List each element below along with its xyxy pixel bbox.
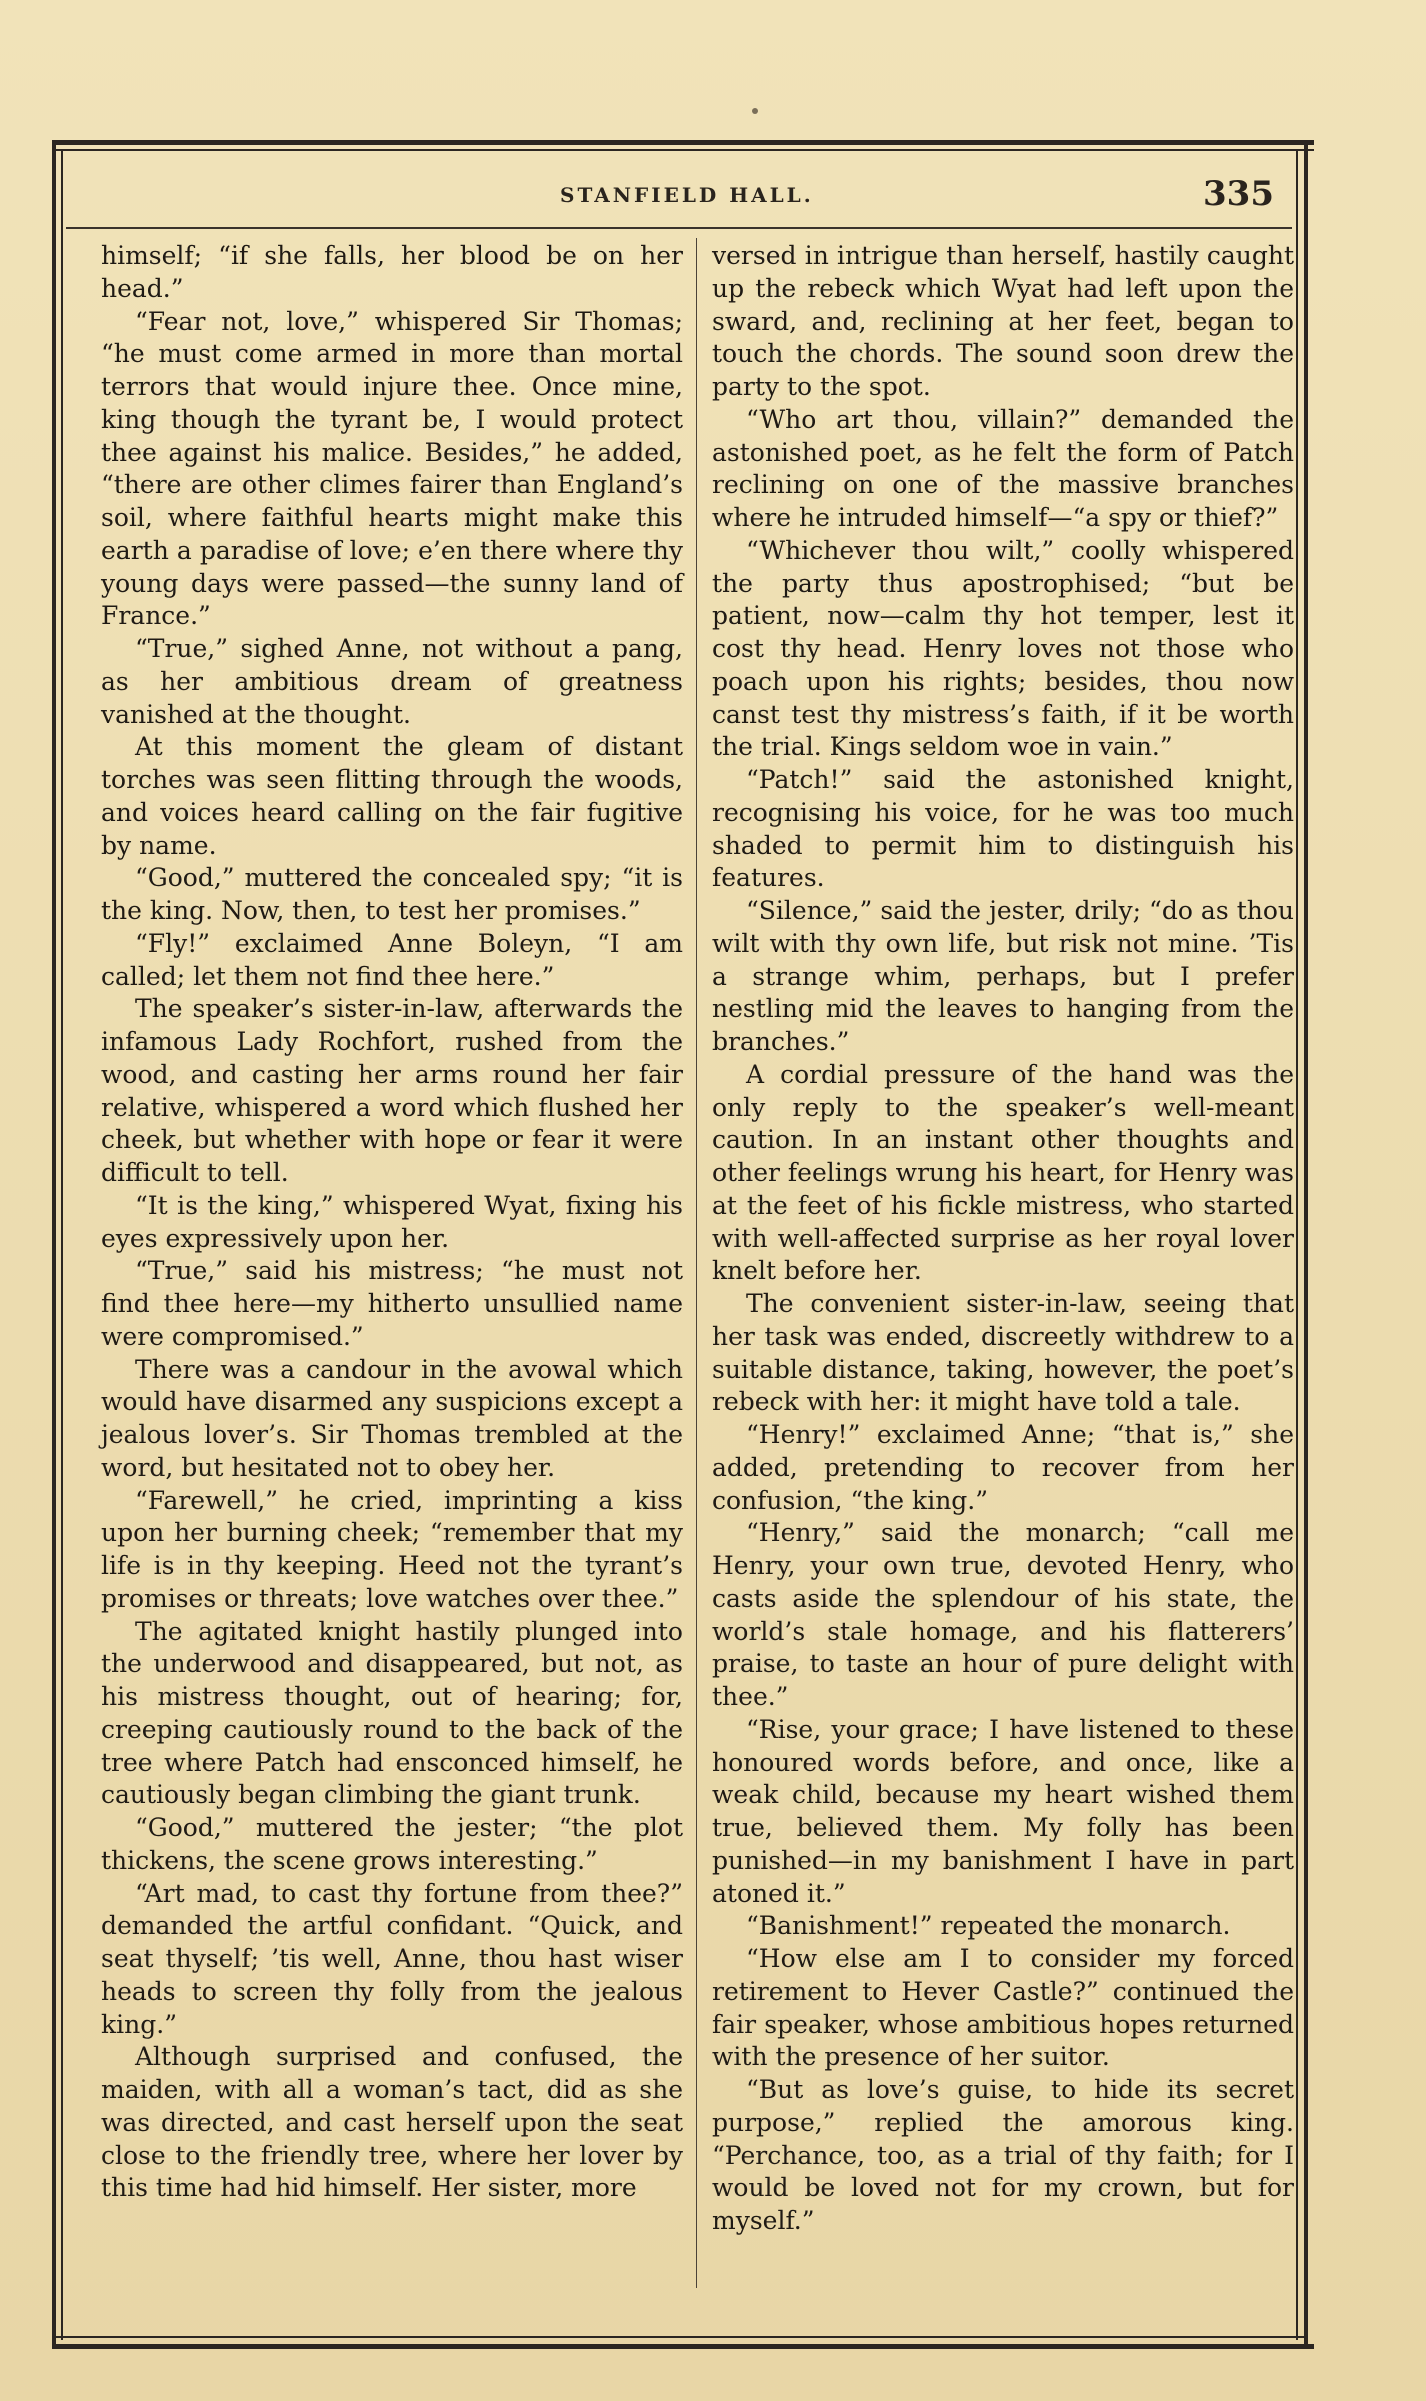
paragraph: “Henry,” said the monarch; “call me Henry, your own true, devoted Henry, who casts aside the splendour of his state, the world’s stale homage, and his flatterers’ praise, to taste an hour of pure delight with thee.” <box>712 1518 1294 1711</box>
page-number: 335 <box>1203 174 1274 214</box>
paragraph: “Fear not, love,” whispered Sir Thomas; “he must come armed in more than mortal terrors that would injure thee. Once mine, king though the tyrant be, I would protect thee against his malice. Besides,” he added, “there are other climes fairer than England’s soil, where faithful hearts might make this earth a paradise of love; e’en there where thy young days were passed—the sunny land of France.” <box>101 306 683 631</box>
paragraph: “True,” sighed Anne, not without a pang, as her ambitious dream of greatness vanished at the thought. <box>101 634 683 729</box>
frame-right-inner-rule <box>1296 150 1298 2340</box>
paragraph: himself; “if she falls, her blood be on her head.” <box>101 241 683 303</box>
frame-left-rule <box>52 140 56 2348</box>
paragraph: “Henry!” exclaimed Anne; “that is,” she added, pretending to recover from her confusion, “the king.” <box>712 1420 1294 1515</box>
paragraph: versed in intrigue than herself, hastily caught up the rebeck which Wyat had left upon the sward, and, reclining at her feet, began to touch the chords. The sound soon drew the party to the spot. <box>712 241 1294 401</box>
paragraph: “True,” said his mistress; “he must not find thee here—my hitherto unsullied name were compromised.” <box>101 1256 683 1351</box>
paragraph: “Rise, your grace; I have listened to these honoured words before, and once, like a weak child, because my heart wished them true, believed them. My folly has been punished—in my banishment I have in part atoned it.” <box>712 1714 1294 1908</box>
frame-right-rule <box>1304 140 1308 2348</box>
paragraph: “Good,” muttered the concealed spy; “it is the king. Now, then, to test her promises.” <box>101 863 683 925</box>
paragraph: At this moment the gleam of distant torches was seen flitting through the woods, and voices heard calling on the fair fugitive by name. <box>101 732 683 860</box>
paragraph: “Silence,” said the jester, drily; “do as thou wilt with thy own life, but risk not mine. ’Tis a strange whim, perhaps, but I prefer nestling mid the leaves to hanging from the branches.” <box>712 896 1294 1056</box>
paragraph: “Who art thou, villain?” demanded the astonished poet, as he felt the form of Patch reclining on one of the massive branches where he intruded himself—“a spy or thief?” <box>712 404 1294 532</box>
frame-bottom-inner-rule <box>52 2336 1308 2338</box>
column-divider <box>696 238 697 2288</box>
paragraph: A cordial pressure of the hand was the only reply to the speaker’s well-meant caution. In an instant other thoughts and other feelings wrung his heart, for Henry was at the feet of his fickle mistress, who started with well-affected surprise as her royal lover knelt before her. <box>712 1059 1294 1286</box>
paragraph: The convenient sister-in-law, seeing that her task was ended, discreetly withdrew to a suitable distance, taking, however, the poet’s rebeck with her: it might have told a tale. <box>712 1289 1294 1417</box>
paragraph: “Patch!” said the astonished knight, recognising his voice, for he was too much shaded to permit him to distinguish his features. <box>712 765 1294 893</box>
paragraph: “Banishment!” repeated the monarch. <box>746 1911 1231 1941</box>
paragraph: “How else am I to consider my forced retirement to Hever Castle?” continued the fair speaker, whose ambitious hopes returned with the presence of her suitor. <box>712 1944 1294 2072</box>
paragraph: Although surprised and confused, the maiden, with all a woman’s tact, did as she was directed, and cast herself upon the seat close to the friendly tree, where her lover by this time had hid himself. Her sister, more <box>101 2042 683 2203</box>
right-column <box>712 240 1294 2238</box>
paragraph: “It is the king,” whispered Wyat, fixing his eyes expressively upon her. <box>101 1190 683 1253</box>
paragraph: “But as love’s guise, to hide its secret purpose,” replied the amorous king. “Perchance, too, as a trial of thy faith; for I would be loved not for my crown, but for myself.” <box>712 2075 1294 2235</box>
frame-top-rule <box>52 140 1314 145</box>
ink-speck <box>752 108 758 114</box>
paragraph: There was a candour in the avowal which would have disarmed any suspicions except a jealous lover’s. Sir Thomas trembled at the word, but hesitated not to obey her. <box>101 1354 683 1482</box>
paragraph: The speaker’s sister-in-law, afterwards the infamous Lady Rochfort, rushed from the wood, and casting her arms round her fair relative, whispered a word which flushed her cheek, but whether with hope or fear it were difficult to tell. <box>101 994 683 1187</box>
paragraph: “Good,” muttered the jester; “the plot thickens, the scene grows interesting.” <box>101 1813 683 1875</box>
paragraph: “Fly!” exclaimed Anne Boleyn, “I am called; let them not find thee here.” <box>101 928 683 991</box>
paragraph: “Whichever thou wilt,” coolly whispered the party thus apostrophised; “but be patient, now—calm thy hot temper, lest it cost thy head. Henry loves not those who poach upon his rights; besides, thou now canst test thy mistress’s faith, if it be worth the trial. Kings seldom woe in vain.” <box>712 535 1294 762</box>
running-head-title: STANFIELD HALL. <box>560 183 814 207</box>
paragraph: The agitated knight hastily plunged into the underwood and disappeared, but not, as his mistress thought, out of hearing; for, creeping cautiously round to the back of the tree where Patch had ensconced himself, he cautiously began climbing the giant trunk. <box>101 1616 683 1810</box>
frame-top-inner-rule <box>52 149 1314 151</box>
paragraph: “Art mad, to cast thy fortune from thee?” demanded the artful confidant. “Quick, and seat thyself; ’tis well, Anne, thou hast wiser heads to screen thy folly from the jealous king.” <box>101 1878 683 2039</box>
frame-left-inner-rule <box>61 150 63 2340</box>
frame-bottom-rule <box>52 2344 1314 2349</box>
paragraph: “Farewell,” he cried, imprinting a kiss upon her burning cheek; “remember that my life is in thy keeping. Heed not the tyrant’s promises or threats; love watches over thee.” <box>101 1485 683 1613</box>
left-column <box>101 240 683 2205</box>
header-rule <box>66 227 1292 229</box>
